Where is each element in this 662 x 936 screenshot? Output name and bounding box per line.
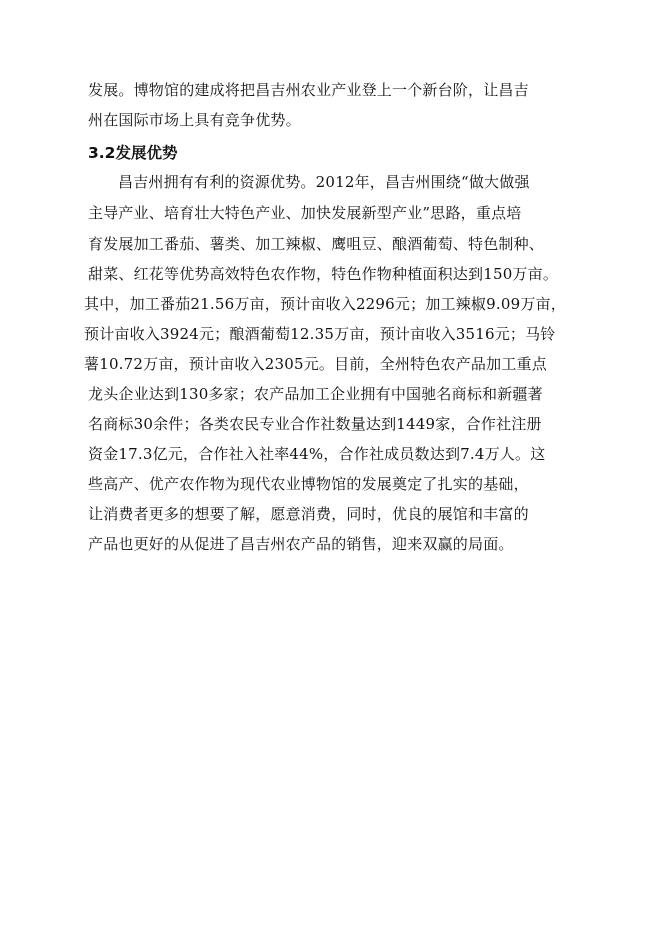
body-line-4: 甜菜、红花等优势高效特色农作物，特色作物种植面积达到150万亩。 [88,265,559,283]
body-line-1: 昌吉州拥有有利的资源优势。2012年，昌吉州围绕“做大做强 [118,173,530,191]
intro-line-2: 州在国际市场上具有竞争优势。 [88,111,301,129]
body-line-7: 薯10.72万亩，预计亩收入2305元。目前，全州特色农产品加工重点 [84,355,547,373]
body-line-3: 育发展加工番茄、薯类、加工辣椒、鹰咀豆、酿酒葡萄、特色制种、 [88,235,545,253]
body-line-8: 龙头企业达到130多家；农产品加工企业拥有中国驰名商标和新疆著 [88,385,543,403]
intro-line-1: 发展。博物馆的建成将把昌吉州农业产业登上一个新台阶，让昌吉 [88,81,529,99]
body-line-12: 让消费者更多的想要了解，愿意消费，同时，优良的展馆和丰富的 [88,505,529,523]
body-line-6: 预计亩收入3924元；酿酒葡萄12.35万亩，预计亩收入3516元；马铃 [84,325,556,343]
body-line-13: 产品也更好的从促进了昌吉州农产品的销售，迎来双赢的局面。 [88,535,514,553]
body-line-2: 主导产业、培育壮大特色产业、加快发展新型产业”思路，重点培 [88,204,522,222]
body-line-9: 名商标30余件；各类农民专业合作社数量达到1449家，合作社注册 [88,415,542,433]
body-line-5: 其中，加工番茄21.56万亩，预计亩收入2296元；加工辣椒9.09万亩， [84,295,566,313]
body-line-10: 资金17.3亿元，合作社入社率44%，合作社成员数达到7.4万人。这 [88,445,546,463]
section-heading: 3.2发展优势 [88,144,178,162]
body-line-11: 些高产、优产农作物为现代农业博物馆的发展奠定了扎实的基础， [88,475,529,493]
